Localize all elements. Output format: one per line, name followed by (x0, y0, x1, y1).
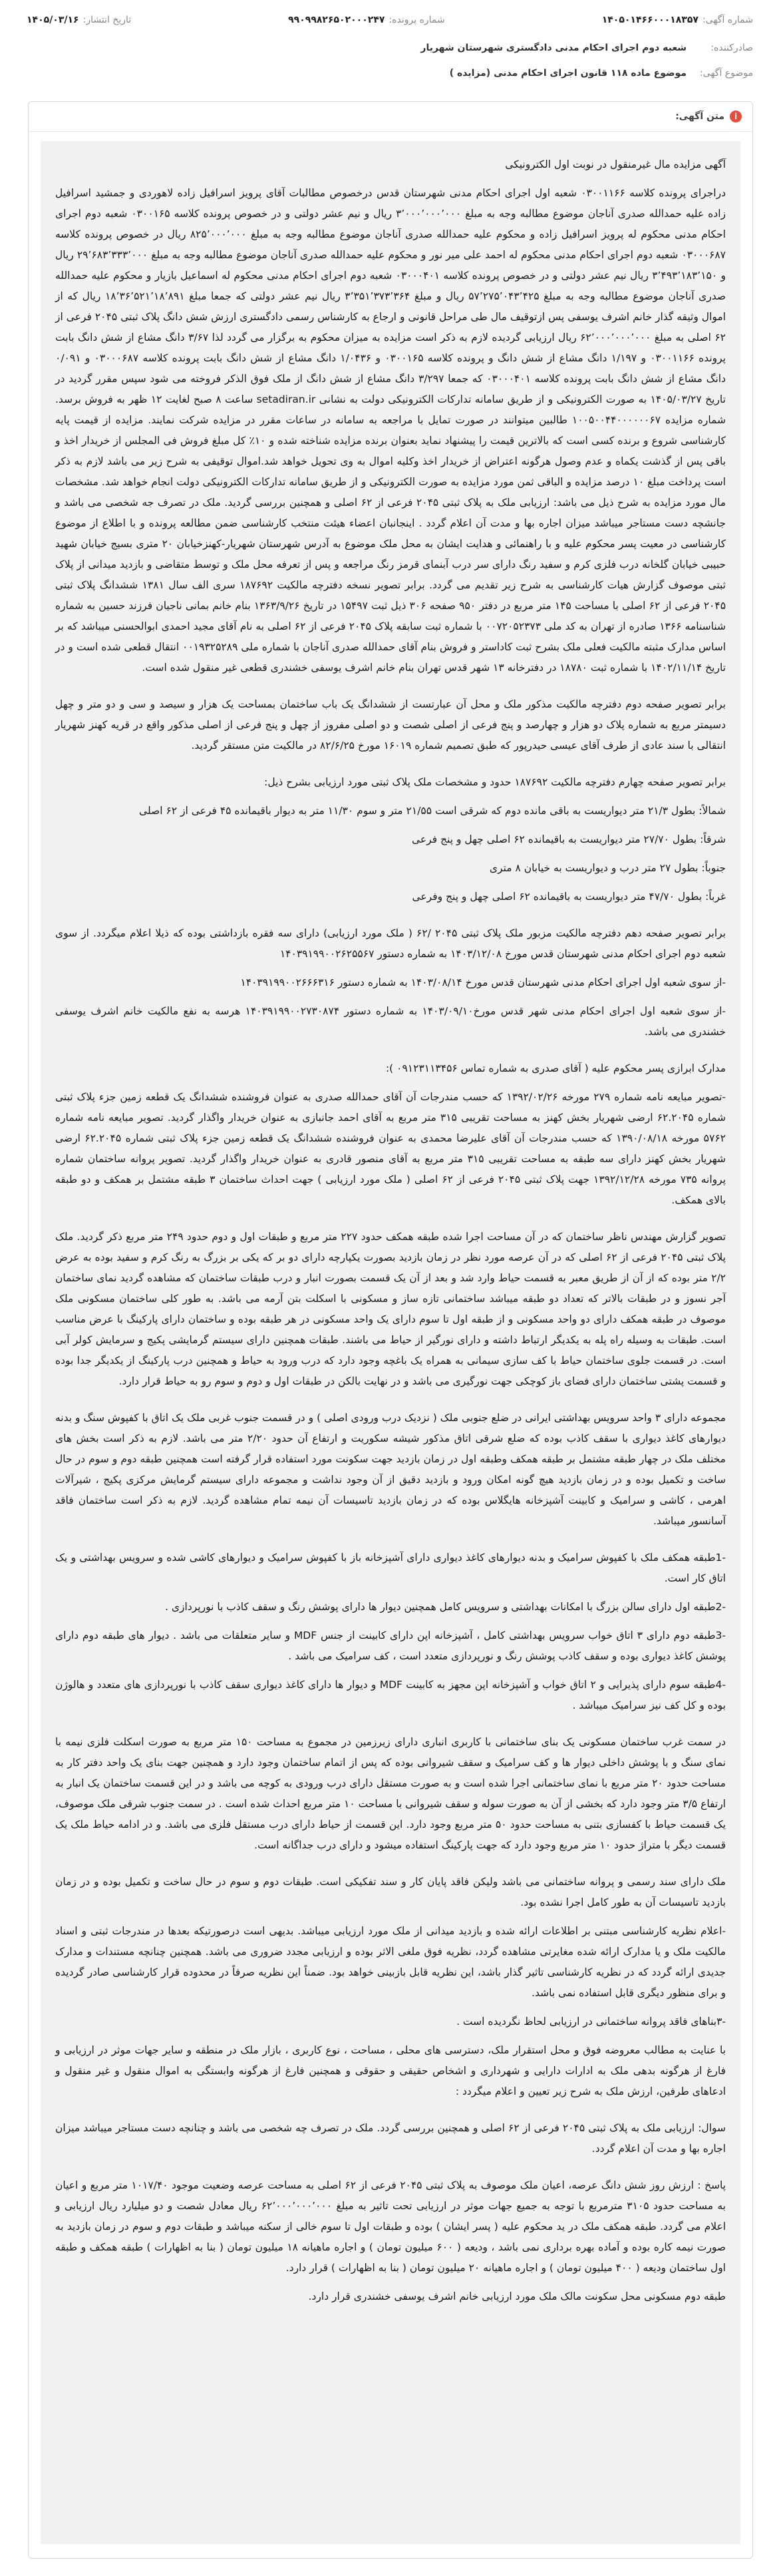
body-paragraph: پاسخ : ارزش روز شش دانگ عرصه، اعیان ملک موصوف به پلاک ثبتی ۲۰۴۵ فرعی از ۶۲ اصلی به مساحت عرصه وضعیت موجود ۱۰۱۷/۴۰ متر مربع و اعیان به مساحت حدود ۳۱۰۵ مترمربع با توجه به جمیع جهات موثر در ارزیابی تحت تاثیر به مبلغ ۶۲٬۰۰۰٬۰۰۰٬۰۰۰ ریال معادل شصت و دو میلیارد ریال ارزیابی و اعلام می گردد. طبقه همکف ملک در ید محکوم علیه ( پسر ایشان ) بوده و طبقات اول تا سوم خالی از سکنه میباشد و طبقات دوم و سوم در زمان بازدید به صورت نیمه کاره بوده و آماده بهره برداری نمی باشد ، ودیعه ( ۶۰۰ میلیون تومان ) و اجاره ماهیانه ۱۸ میلیون تومان ( بنا به اظهارات ) طبقه همکف و طبقه اول ساختمان ودیعه ( ۴۰۰ میلیون تومان ) و اجاره ماهیانه ۲۰ میلیون تومان ( بنا به اظهارات ) قرار دارد. (55, 2179, 726, 2274)
body-paragraph: ملک دارای سند رسمی و پروانه ساختمانی می باشد ولیکن فاقد پایان کار و سند تفکیکی است. طبقات دوم و سوم در حال ساخت و تکمیل بوده و در زمان بازدید تاسیسات آن به طور کامل اجرا نشده بود. (55, 1876, 726, 1908)
body-paragraph: با عنایت به مطالب معروضه فوق و محل استقرار ملک، دسترسی های محلی ، مساحت ، نوع کاربری ، بازار ملک در منطقه و سایر جهات موثر در ارزیابی و فارغ از هرگونه بدهی ملک به ادارات دارایی و شهرداری و اشخاص حقیقی و حقوقی و همچنین فارغ از هرگونه وابستگی به اموال منقول و غیر منقول و ادعاهای طرفین، ارزش ملک به شرح زیر تعیین و اعلام میگردد : (55, 2044, 726, 2097)
body-paragraph: برابر تصویر صفحه دوم دفترچه مالکیت مذکور ملک و محل آن عبارتست از ششدانگ یک باب ساختمان بمساحت یک هزار و سیصد و سی و دو متر و چهل دسیمتر مربع به شماره پلاک دو هزار و چهارصد و پنج فرعی از اصلی شصت و دو اصلی مفروز از چهل و پنج فرعی از اصلی مذکور واقع در قریه کهنز شهریار انتقالی با سند عادی از طرف آقای عیسی حیدرپور که طبق تصمیم شماره ۱۶۰۱۹ مورخ ۸۲/۶/۲۵ در مالکیت متن مستقر گردید. (55, 698, 726, 751)
body-paragraph: دراجرای پرونده کلاسه ۰۳۰۰۱۱۶۶ شعبه اول اجرای احکام مدنی شهرستان قدس درخصوص مطالبات آقای پرویز اسرافیل زاده لاهوردی و جمشید اسرافیل زاده علیه حمدالله صدری آناجان موضوع مطالبه وجه به مبلغ ۳٬۰۰۰٬۰۰۰٬۰۰۰ ریال و نیم عشر دولتی و در خصوص پرونده کلاسه ۰۳۰۰۱۶۵ شعبه دوم اجرای احکام مدنی محکوم له پرویز اسرافیل زاده و محکوم علیه حمدالله صدری آناجان موضوع مطالبه وجه به مبلغ ۸۲۵٬۰۰۰٬۰۰۰ ریال در خصوص پرونده کلاسه ۰۳۰۰۰۶۸۷ شعبه دوم اجرای احکام مدنی محکوم له احمد علی میر نور و محکوم علیه حمدالله صدری آناجان موضوع مطالبه وجه به مبلغ ۲۹٬۶۸۳٬۳۳۳٬۰۰۰ ریال و ۳٬۴۹۳٬۱۸۳٬۱۵۰ ریال نیم عشر دولتی و در خصوص پرونده کلاسه ۰۳۰۰۰۴۰۱ شعبه دوم اجرای احکام مدنی محکوم له اسماعیل بازیار و محکوم علیه حمدالله صدری آناجان موضوع مطالبه وجه به مبلغ ۵۷٬۲۷۵٬۰۴۳٬۴۲۵ ریال و مبلغ ۳٬۳۵۱٬۳۷۳٬۳۶۴ ریال نیم عشر دولتی که جمعا مبلغ ۱۸٬۳۶٬۵۲۱٬۱۸٬۸۹۱ ریال که از اموال وثیقه گذار خانم اشرف یوسفی پس ازتوقیف مال طی مراحل قانونی و ارجاع به کارشناس رسمی دادگستری ارزش شش دانگ پلاک ثبتی ۲۰۴۵ فرعی از ۶۲ اصلی به مبلغ ۶۲٬۰۰۰٬۰۰۰٬۰۰۰ ریال ارزیابی گردیده لازم به ذکر است مزایده به میزان محکوم به برگزار می گردد لذا ۳/۶۷ دانگ مشاع از شش دانگ بابت پرونده ۰۳۰۰۱۱۶۶ و ۱/۱۹۷ دانگ مشاع از شش دانگ و پرونده کلاسه ۰۳۰۰۱۶۵ و ۱/۰۴۳۶ دانگ مشاع از شش دانگ بابت پرونده کلاسه ۰۳۰۰۰۶۸۷ و ۰/۰۹۱ دانگ مشاع از شش دانگ بابت پرونده کلاسه ۰۳۰۰۰۴۰۱ که جمعا ۳/۲۹۷ دانگ مشاع از شش دانگ از ملک فوق الذکر فروخته می شود سپس مقرر گردید در تاریخ ۱۴۰۵/۰۳/۲۷ به صورت الکترونیکی و از طریق سامانه تدارکات الکترونیکی دولت به نشانی setadiran.ir ساعت ۸ صبح لغایت ۱۲ ظهر به فروش برسد. شماره مزایده ۱۰۰۵۰۰۴۴۰۰۰۰۰۰۶۷ طالبین میتوانند در صورت تمایل با مراجعه به سامانه در ساعات مقرر در مزایده شرکت نمایند. مزایده از قیمت پایه کارشناسی شروع و برنده کسی است که بالاترین قیمت را پیشنهاد نماید بعنوان برنده مزایده شناخته شده و ۱۰٪ کل مبلغ فروش فی المجلس از خریدار اخذ و باقی پس از گذشت یکماه و عدم وصول هرگونه اعتراض از خریدار اخذ وکلیه اموال به وی تحویل خواهد شد.اموال توقیفی به شرح زیر می باشد لازم به ذکر است پرداخت مبلغ ۱۰ درصد مزایده و الباقی ثمن مورد مزایده به صورت الکترونیکی و از طریق سامانه تدارکات الکترونیکی دولت انجام خواهد شد. مشخصات مال مورد مزایده به شرح ذیل می باشد: ارزیابی ملک به پلاک ثبتی ۲۰۴۵ فرعی از ۶۲ اصلی و همچنین بررسی گردید. ملک در تصرف جه شخصی می باشد و جانشچه دست مستاجر میباشد میزان اجاره بها و مدت آن اعلام گردد . اینجانبان اعضاء هیئت منتخب کارشناسی ضمن مطالعه پرونده و با اطلاع از موضوع کارشناسی در معیت پسر محکوم علیه و با راهنمائی و هدایت ایشان به محل ملک موضوع به آدرس شهرستان شهریار-کهنزخیابان ۲۰ متری بسیج خیابان شهید حبیبی خیابان گلخانه درب فلزی کرم و سفید رنگ دارای سر درب آبنمای قرمز رنگ مراجعه و پس از تعرفه محل ملک و توسط متقاضی و بازدید میدانی از پلاک ثبتی موصوف گزارش هیات کارشناسی به شرح زیر تقدیم می گردد. برابر تصویر نسخه دفترچه مالکیت ۱۸۷۶۹۲ سری الف سال ۱۳۸۱ ششدانگ پلاک ثبتی ۲۰۴۵ فرعی از ۶۲ اصلی با مساحت ۱۴۵ متر مربع در دفتر ۹۵۰ صفحه ۳۰۶ ذیل ثبت ۱۵۴۹۷ در تاریخ ۱۳۶۳/۹/۲۶ بنام خانم بمانی ناجیان فرزند حسین به شماره شناسنامه ۱۳۶۶ صادره از تهران به کد ملی ۰۰۷۲۰۵۲۳۷۳ با شماره ثبت سابقه پلاک ۲۰۴۵ فرعی از ۶۲ اصلی به نام آقای مجید احمدی ابوالحسنی میباشد که بر اساس مدارک مثبته مالکیت فعلی ملک بشرح ثبت کاداستر و فروش بنام آقای حمدالله صدری آناجان با شماره ملی ۰۰۱۹۳۲۵۲۸۹ انتقال قطعی شده است و در تاریخ ۱۴۰۲/۱۱/۱۴ با شماره ثبت ۱۸۷۸۰ در دفترخانه ۱۳ شهر قدس تهران بنام خانم اشرف یوسفی خشندری قطعی غیر منقول شده است. (55, 187, 726, 674)
card-title: متن آگهی: (675, 111, 724, 122)
body-paragraph: در سمت غرب ساختمان مسکونی یک بنای ساختمانی با کاربری انباری دارای زیرزمین در مجموع به مساحت ۱۵۰ متر مربع به صورت اسکلت فلزی نیمه با نمای سنگ و با پوشش داخلی دیوار ها و کف سرامیک و سقف شیروانی بوده که پس از اتمام ساختمان وجود دارد و همچنین جهت بنای یک واحد دفتر کار به مساحت حدود ۲۰ متر مربع با نمای ساختمانی اجرا شده است و به صورت مستقل دارای درب ورودی به کوچه می باشد و در این قسمت ساختمان یک انبار به ارتفاع ۳/۵ متر وجود دارد که بخشی از آن به صورت سوله و سقف شیروانی با مساحت ۱۰ متر مربع احداث شده است . در سمت جنوب شرقی ملک موصوف، یک قسمت حیاط با کفسازی بتنی به مساحت حدود ۵۰ متر مربع وجود دارد. این قسمت از حیاط دارای درب مستقل فلزی می باشد. و در ادامه حیاط ملک یک قسمت دیگر با متراژ حدود ۱۰ متر مربع وجود دارد که جهت پارکینگ استفاده میشود و دارای درب جداگانه است. (55, 1736, 726, 1851)
publish-date-label: تاریخ انتشار: (82, 15, 132, 25)
body-paragraph: سوال: ارزیابی ملک به پلاک ثبتی ۲۰۴۵ فرعی از ۶۲ اصلی و همچنین بررسی گردد. ملک در تصرف چه شخصی می باشد و چنانچه دست مستاجر میباشد میزان اجاره بها و مدت آن اعلام گردد. (55, 2122, 726, 2155)
announcement-number-label: شماره آگهی: (702, 15, 753, 25)
body-paragraph: -تصویر مبایعه نامه شماره ۲۷۹ مورخه ۱۳۹۲/۰۲/۲۶ که حسب مندرجات آن آقای حمدالله صدری به عنوان فروشنده ششدانگ یک قطعه زمین جزء پلاک ثبتی شماره ۶۲.۲۰۴۵ ارضی شهریار بخش کهنز به مساحت تقریبی ۳۱۵ متر مربع به آقای احمد جانبازی به عنوان خریدار واگذار گردید. تصویر مبایعه نامه شماره ۵۷۶۲ مورخه ۱۳۹۰/۰۸/۱۸ که حسب مندرجات آن آقای علیرضا محمدی به عنوان فروشنده ششدانگ یک قطعه زمین جزء پلاک ثبتی شماره ۶۲.۲۰۴۵ ارضی شهریار بخش کهنز دارای سه طبقه به مساحت تقریبی ۳۱۵ متر مربع به آقای منصور قادری به عنوان خریدار واگذار گردید. تصویر پروانه ساختمان شماره پروانه ۷۳۵ مورخه ۱۳۹۲/۱۲/۲۸ جهت پلاک ثبتی ۲۰۴۵ فرعی از ۶۲ اصلی ( ملک مورد ارزیابی ) جهت احداث ساختمان ۳ طبقه مشتمل بر همکف و دو طبقه بالای همکف. (55, 1091, 726, 1206)
meta-row (27, 15, 753, 25)
body-paragraph: تصویر گزارش مهندس ناظر ساختمان که در آن مساحت اجرا شده طبقه همکف حدود ۲۲۷ متر مربع و طبقات اول و دوم حدود ۲۴۹ متر مربع ذکر گردید. ملک پلاک ثبتی ۲۰۴۵ فرعی از ۶۲ اصلی که در آن عرصه مورد نظر در زمان بازدید بصورت یکپارچه دارای دو بر که یکی بر بزرگ به رنگ کرم و سفید بوده به عرض ۲/۲ متر بوده که از آن از طریق معبر به قسمت حیاط وارد شد و بعد از آن یک قسمت بصورت انبار و درب طبقات ساختمان که مشاهده گردید نمای ساختمان آجر نسوز و در طبقات بالاتر که تعداد دو طبقه میباشد ساختمانی تازه ساز و مسکونی با اسکلت بتن آرمه می باشد. به طور کلی ساختمان مسکونی ملک موصوف در طبقه همکف دارای دو واحد مسکونی و از طبقه اول تا سوم دارای یک واحد مسکونی در هر طبقه بوده و ساختمان دارای پارکینگ با عرض مناسب است. طبقات به وسیله راه پله به یکدیگر ارتباط داشته و دارای نورگیر از حیاط می باشند. طبقات همچنین دارای سیستم گرمایشی پکیج و سرمایش کولر آبی است. در قسمت جلوی ساختمان حیاط با کف سازی سیمانی به همراه یک باغچه وجود دارد که درب ورود به حیاط و همچنین درب پارکینگ از یکدیگر جدا بوده و قسمت پشتی ساختمان دارای فضای باز کوچکی جهت نورگیری می باشد و در نهایت بالکن در طبقات اول و دوم و سوم رو به حیاط قرار دارد. (55, 1231, 726, 1387)
body-paragraph: -1طبقه همکف ملک با کفپوش سرامیک و بدنه دیوارهای کاغذ دیواری دارای آشپزخانه باز با کفپوش سرامیک و دیوارهای کاشی شده و سرویس بهداشتی و یک اتاق کار است. (55, 1552, 726, 1584)
case-number-value: ۹۹۰۹۹۸۲۶۵۰۲۰۰۰۲۴۷ (288, 15, 385, 25)
body-paragraph: شرقاً: بطول ۲۷/۷۰ متر دیواریست به باقیمانده ۶۲ اصلی چهل و پنج فرعی (411, 833, 726, 845)
issuer-value: شعبه دوم اجرای احکام مدنی دادگستری شهرستان شهریار (420, 43, 687, 53)
publish-date (27, 15, 131, 25)
body-paragraph: -3طبقه دوم دارای ۳ اتاق خواب سرویس بهداشتی کامل ، آشپزخانه اپن دارای کابینت از جنس MDF و سایر متعلقات می باشد . دیوار های طبقه دوم دارای پوشش کاغذ دیواری بوده و سقف کاذب پوشش رنگ و نورپردازی متعدد است ، کف سرامیک می باشد . (55, 1629, 726, 1662)
card-header (29, 102, 752, 132)
announcement-number (602, 15, 753, 25)
subject-label: موضوع آگهی: (699, 68, 753, 79)
case-number-label: شماره پرونده: (389, 15, 445, 25)
body-paragraph: مدارک ابرازی پسر محکوم علیه ( آقای صدری به شماره تماس ۰۹۱۲۳۱۱۳۴۵۶ ): (385, 1062, 726, 1074)
case-number (288, 15, 445, 25)
announcement-number-value: ۱۴۰۵۰۱۴۶۶۰۰۰۱۸۳۵۷ (601, 15, 699, 25)
announcement-text-card (28, 101, 753, 2559)
body-paragraph: -2طبقه اول دارای سالن بزرگ با امکانات بهداشتی و سرویس کامل همچنین دیوار ها دارای پوشش رنگ و سقف کاذب با نورپردازی . (165, 1601, 726, 1613)
body-paragraph: شمالاً: بطول ۲۱/۳ متر دیواریست به باقی مانده دوم که شرقی است ۲۱/۵۵ متر و سوم ۱۱/۳۰ متر به دیوار باقیمانده ۴۵ فرعی از ۶۲ اصلی (139, 805, 726, 817)
issuer-row (27, 43, 753, 53)
issuer-label: صادرکننده: (710, 43, 753, 53)
body-paragraph: جنوباً: بطول ۲۷ متر درب و دیواریست به خیابان ۸ متری (489, 862, 726, 874)
body-paragraph: -از سوی شعبه اول اجرای احکام مدنی شهر قدس مورخ۱۴۰۳/۰۹/۱۰ به شماره دستور ۱۴۰۳۹۱۹۹۰۰۲۷۳۰۸۷۴ هرسه به نفع مالکیت خانم اشرف یوسفی خشندری می باشد. (55, 1005, 726, 1038)
body-paragraph: -۳بناهای فاقد پروانه ساختمانی در ارزیابی لحاظ نگردیده است . (456, 2016, 726, 2028)
announcement-body (41, 141, 740, 2544)
body-paragraph: برابر تصویر صفحه چهارم دفترچه مالکیت ۱۸۷۶۹۲ حدود و مشخصات ملک پلاک ثبتی مورد ارزیابی بشرح ذیل: (264, 776, 726, 788)
body-paragraph: -اعلام نظریه کارشناسی مبتنی بر اطلاعات ارائه شده و بازدید میدانی از ملک مورد ارزیابی میباشد. بدیهی است درصورتیکه بعدها در مندرجات ثبتی و اسناد مالکیت ملک و یا مدارک ارائه شده مغایرتی مشاهده گردد، نظریه فوق ملغی الاثر بوده و ارزیابی مجدد ضروری می باشد. همچنین چنانچه مستندات و مدارک جدیدی ارائه گردد که در نظریه کارشناسی تاثیر گذار باشد، این نظریه قابل بازبینی خواهد بود. ضمناً این نظریه صرفاً در محدوده قرار کارشناسی صادر گردیده و برای منظور دیگری قابل استفاده نمی باشد. (55, 1925, 726, 1999)
body-paragraph: طبقه دوم مسکونی محل سکونت مالک ملک مورد ارزیابی خانم اشرف یوسفی خشندری قرار دارد. (308, 2290, 726, 2302)
body-paragraph: -4طبقه سوم دارای پذیرایی و ۲ اتاق خواب و آشپزخانه اپن مجهز به کابینت MDF و دیوار ها دارای کاغذ دیواری سقف کاذب با نورپردازی های متعدد و هالوژن بوده و کل کف نیز سرامیک میباشد . (55, 1679, 726, 1711)
body-paragraph: آگهی مزایده مال غیرمنقول در نوبت اول الکترونیکی (505, 158, 726, 170)
publish-date-value: ۱۴۰۵/۰۳/۱۶ (27, 15, 79, 25)
body-paragraph: -از سوی شعبه اول اجرای احکام مدنی شهرستان قدس مورخ ۱۴۰۳/۰۸/۱۴ به شماره دستور ۱۴۰۳۹۱۹۹۰۰۲۶۶۶۳۱۶ (240, 976, 726, 988)
announcement-header (0, 0, 781, 107)
info-icon: i (730, 110, 742, 122)
subject-row (27, 68, 753, 79)
body-paragraph: مجموعه دارای ۳ واحد سرویس بهداشتی ایرانی در ضلع جنوبی ملک ( نزدیک درب ورودی اصلی ) و در قسمت جنوب غربی ملک یک اتاق با کفپوش سنگ و بدنه دیوارهای کاغذ دیواری با سقف کاذب بوده که ضلع شرقی اتاق مذکور شیشه سکوریت و ارتفاع آن حدود ۲/۲۰ متر می باشد. لازم به ذکر است بخش های مختلف ملک در چهار طبقه مشتمل بر طبقه همکف وطبقه اول در زمان بازدید جهت سکونت مورد استفاده قرار گرفته است همچنین طبقه دوم و سوم در حال ساخت و تکمیل بوده و در زمان بازدید هیچ گونه امکان ورود و بازدید دقیق از آن وجود نداشت و مجموعه دارای سیستم گرمایش مرکزی پکیج ، شیرآلات اهرمی ، کاشی و سرامیک و کابینت آشپزخانه هایگلاس بوده که در زمان بازدید تاسیسات آن نیمه تمام مشاهده گردید. لازم به ذکر است ساختمان فاقد آسانسور میباشد. (55, 1412, 726, 1527)
subject-value: موضوع ماده ۱۱۸ قانون اجرای احکام مدنی (مزایده ) (449, 68, 687, 79)
body-paragraph: غرباً: بطول ۴۷/۷۰ متر دیواریست به باقیمانده ۶۲ اصلی چهل و پنج وفرعی (412, 891, 726, 903)
body-paragraph: برابر تصویر صفحه دهم دفترچه مالکیت مزبور ملک پلاک ثبتی ۲۰۴۵ /۶۲ ( ملک مورد ارزیابی) دارای سه فقره بازداشتی بوده که ذیلا اعلام میگردد. از سوی شعبه دوم اجرای احکام مدنی شهرستان قدس مورخ ۱۴۰۳/۱۲/۰۸ به شماره دستور ۱۴۰۳۹۱۹۹۰۰۲۶۲۵۵۶۷ (55, 927, 726, 960)
